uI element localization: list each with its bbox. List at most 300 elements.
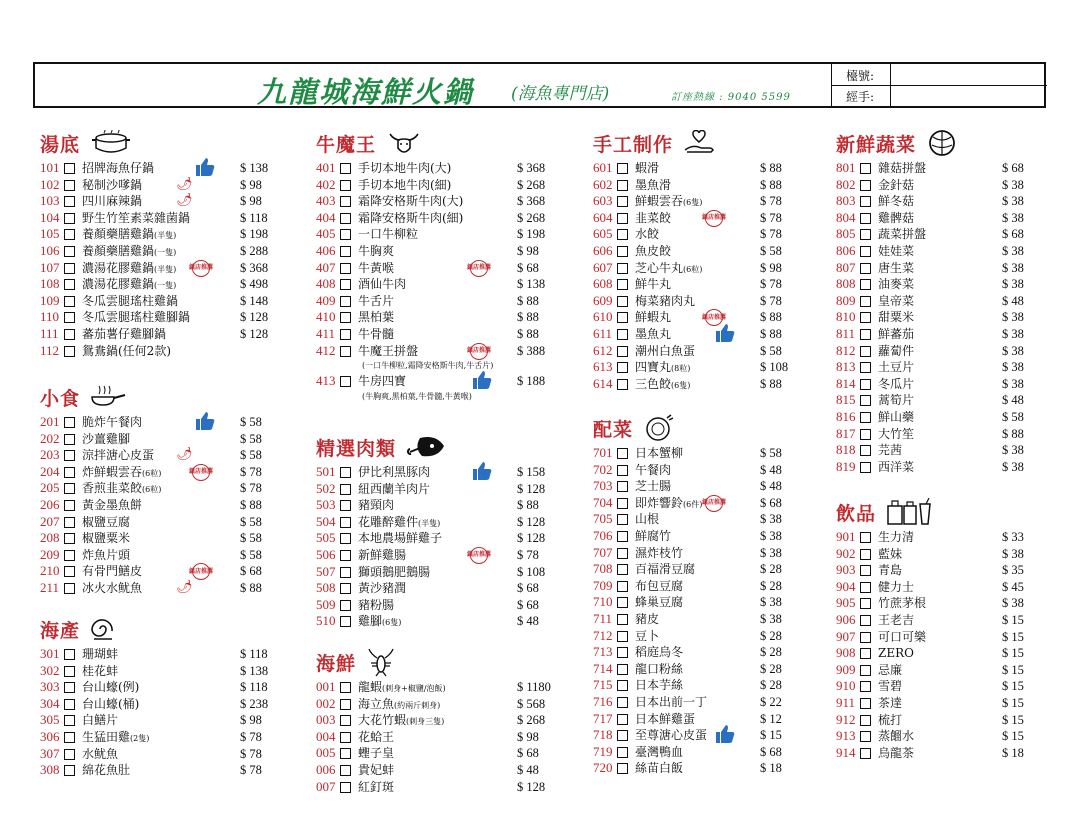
item-name: 蘿蔔件	[878, 343, 915, 358]
order-checkbox[interactable]	[64, 583, 75, 594]
menu-item	[579, 210, 810, 227]
order-checkbox[interactable]	[64, 467, 75, 478]
menu-item	[822, 745, 1052, 762]
order-checkbox[interactable]	[64, 263, 75, 274]
item-name: 牛黃喉	[358, 260, 395, 275]
order-checkbox[interactable]	[860, 263, 871, 274]
item-code: 503	[316, 497, 336, 513]
item-name: 大竹笙	[878, 426, 915, 441]
item-price: $ 88	[240, 580, 262, 595]
order-checkbox[interactable]	[64, 483, 75, 494]
order-checkbox[interactable]	[64, 196, 75, 207]
section-title: 新鮮蔬菜	[836, 133, 917, 156]
order-checkbox[interactable]	[617, 564, 628, 575]
item-name: 炸鮮蝦雲吞(6粒)	[82, 464, 162, 479]
order-checkbox[interactable]	[64, 180, 75, 191]
menu-item	[302, 779, 567, 796]
item-price: $ 128	[517, 531, 546, 546]
order-checkbox[interactable]	[860, 632, 871, 643]
menu-item	[822, 276, 1052, 293]
item-code: 608	[593, 276, 613, 292]
order-checkbox[interactable]	[340, 346, 351, 357]
item-name: 臺灣鴨血	[635, 744, 684, 759]
item-price: $ 38	[1002, 277, 1024, 292]
item-price: $ 15	[1002, 612, 1024, 627]
menu-item	[302, 326, 567, 343]
menu-item	[26, 679, 290, 696]
item-name: 墨魚滑	[635, 177, 672, 192]
section-header	[822, 126, 1052, 160]
order-checkbox[interactable]	[64, 229, 75, 240]
item-code: 305	[40, 712, 60, 728]
menu-item	[26, 696, 290, 713]
menu-item	[579, 160, 810, 177]
item-name: 布包豆腐	[635, 578, 684, 593]
order-checkbox[interactable]	[64, 682, 75, 693]
menu-item	[302, 210, 567, 227]
order-checkbox[interactable]	[340, 213, 351, 224]
item-name: 牛魔王拼盤	[358, 343, 419, 358]
menu-item	[822, 326, 1052, 343]
menu-item	[302, 547, 567, 564]
item-name: 墨魚丸	[635, 326, 672, 341]
item-name: 蜂巢豆腐	[635, 595, 684, 610]
item-name: 紐西蘭羊肉片	[358, 481, 431, 496]
item-price: $ 58	[240, 514, 262, 529]
order-checkbox[interactable]	[64, 732, 75, 743]
order-checkbox[interactable]	[340, 229, 351, 240]
item-price: $ 58	[240, 531, 262, 546]
menu-item	[26, 514, 290, 531]
order-checkbox[interactable]	[860, 346, 871, 357]
item-code: 705	[593, 511, 613, 527]
order-checkbox[interactable]	[340, 279, 351, 290]
item-price: $ 68	[517, 746, 539, 761]
order-checkbox[interactable]	[617, 697, 628, 708]
order-checkbox[interactable]	[860, 229, 871, 240]
order-checkbox[interactable]	[617, 680, 628, 691]
section-title: 手工制作	[593, 133, 674, 156]
section-title: 海產	[40, 619, 81, 642]
item-price: $ 138	[240, 161, 269, 175]
order-checkbox[interactable]	[860, 648, 871, 659]
section-title: 精選肉類	[316, 437, 397, 460]
item-name: 芫茜	[878, 443, 903, 458]
staff-row[interactable]	[832, 85, 1047, 106]
order-checkbox[interactable]	[64, 649, 75, 660]
item-code: 812	[836, 342, 856, 358]
item-code: 902	[836, 545, 856, 561]
order-checkbox[interactable]	[340, 312, 351, 323]
order-checkbox[interactable]	[617, 498, 628, 509]
item-price: $ 28	[760, 661, 782, 676]
item-price: $ 88	[517, 293, 539, 308]
item-portion: (6粒)	[683, 264, 703, 274]
order-checkbox[interactable]	[617, 581, 628, 592]
item-price: $ 128	[240, 310, 269, 325]
item-price: $ 88	[240, 497, 262, 512]
item-name: 午餐肉	[635, 462, 672, 477]
order-checkbox[interactable]	[860, 532, 871, 543]
order-checkbox[interactable]	[64, 246, 75, 257]
order-checkbox[interactable]	[340, 600, 351, 611]
item-price: $ 38	[1002, 310, 1024, 325]
item-name: 牛骨髓	[358, 326, 395, 341]
order-checkbox[interactable]	[860, 362, 871, 373]
order-checkbox[interactable]	[340, 500, 351, 511]
item-name: 雞腳(6隻)	[358, 614, 402, 629]
item-price: $ 58	[1002, 409, 1024, 424]
order-checkbox[interactable]	[617, 465, 628, 476]
order-checkbox[interactable]	[860, 246, 871, 257]
item-name: 蒸餾水	[878, 729, 915, 744]
menu-item	[822, 426, 1052, 443]
order-checkbox[interactable]	[340, 682, 351, 693]
item-price: $ 58	[240, 431, 262, 446]
order-checkbox[interactable]	[860, 163, 871, 174]
order-checkbox[interactable]	[340, 163, 351, 174]
menu-item	[302, 276, 567, 293]
chili-icon: 🌶	[176, 193, 193, 209]
restaurant-title: 九龍城海鮮火鍋	[257, 75, 475, 109]
order-checkbox[interactable]	[617, 263, 628, 274]
item-name: 生力清	[878, 530, 915, 544]
item-name: 雞髀菇	[878, 210, 915, 225]
menu-item	[302, 712, 567, 729]
order-checkbox[interactable]	[617, 531, 628, 542]
menu-item	[822, 177, 1052, 194]
item-code: 914	[836, 744, 856, 760]
menu-item	[579, 594, 810, 611]
order-checkbox[interactable]	[64, 450, 75, 461]
menu-item	[302, 762, 567, 779]
item-code: 807	[836, 259, 856, 275]
order-checkbox[interactable]	[64, 279, 75, 290]
item-name: 三色餃(6隻)	[635, 376, 691, 391]
order-checkbox[interactable]	[617, 548, 628, 559]
item-price: $ 28	[760, 578, 782, 593]
item-code: 802	[836, 176, 856, 192]
item-name: 日本出前一丁	[635, 694, 708, 709]
order-checkbox[interactable]	[617, 213, 628, 224]
menu-item	[302, 243, 567, 260]
item-code: 719	[593, 743, 613, 759]
section-header	[579, 411, 810, 445]
item-name: 台山蠔(例)	[82, 680, 140, 695]
menu-item	[302, 745, 567, 762]
order-checkbox[interactable]	[617, 296, 628, 307]
item-price: $ 48	[760, 479, 782, 494]
item-code: 701	[593, 445, 613, 460]
order-checkbox[interactable]	[64, 434, 75, 445]
item-price: $ 58	[760, 243, 782, 258]
item-name: 冬瓜雲腿瑤柱雞腳鍋	[82, 310, 191, 325]
item-code: 210	[40, 563, 60, 579]
order-checkbox[interactable]	[64, 550, 75, 561]
item-code: 304	[40, 695, 60, 711]
order-checkbox[interactable]	[340, 180, 351, 191]
item-code: 611	[593, 325, 613, 341]
order-checkbox[interactable]	[617, 312, 628, 323]
order-checkbox[interactable]	[617, 730, 628, 741]
order-checkbox[interactable]	[617, 180, 628, 191]
item-price: $ 38	[760, 611, 782, 626]
order-checkbox[interactable]	[340, 533, 351, 544]
order-checkbox[interactable]	[64, 296, 75, 307]
item-name: 韭菜餃	[635, 210, 672, 225]
item-portion: (8粒)	[671, 364, 691, 374]
menu-item	[822, 226, 1052, 243]
item-name: 日本芋絲	[635, 678, 684, 693]
item-code: 801	[836, 160, 856, 175]
item-code: 901	[836, 529, 856, 544]
menu-item	[822, 612, 1052, 629]
item-price: $ 38	[1002, 194, 1024, 209]
order-checkbox[interactable]	[340, 296, 351, 307]
item-code: 716	[593, 693, 613, 709]
item-code: 610	[593, 309, 613, 325]
order-checkbox[interactable]	[64, 749, 75, 760]
order-checkbox[interactable]	[64, 517, 75, 528]
order-checkbox[interactable]	[617, 614, 628, 625]
item-price: $ 38	[760, 528, 782, 543]
item-price: $ 268	[517, 210, 546, 225]
order-checkbox[interactable]	[64, 699, 75, 710]
order-checkbox[interactable]	[340, 583, 351, 594]
item-name: 鮮蝦雲吞(6隻)	[635, 194, 703, 209]
item-price: $ 38	[1002, 459, 1024, 474]
order-checkbox[interactable]	[617, 196, 628, 207]
order-checkbox[interactable]	[64, 715, 75, 726]
item-price: $ 58	[240, 448, 262, 463]
order-checkbox[interactable]	[617, 379, 628, 390]
item-code: 204	[40, 463, 60, 479]
item-name: 稻庭烏冬	[635, 645, 684, 660]
item-name: 牛胸爽	[358, 243, 395, 258]
order-checkbox[interactable]	[64, 163, 75, 174]
menu-item	[579, 495, 810, 512]
order-checkbox[interactable]	[617, 514, 628, 525]
menu-item	[822, 728, 1052, 745]
menu-item	[822, 359, 1052, 376]
item-name: 魚皮餃	[635, 243, 672, 258]
menu-item	[302, 293, 567, 310]
section-title: 小食	[40, 387, 81, 410]
order-checkbox[interactable]	[617, 362, 628, 373]
order-checkbox[interactable]	[617, 163, 628, 174]
order-checkbox[interactable]	[860, 412, 871, 423]
order-checkbox[interactable]	[340, 567, 351, 578]
item-code: 206	[40, 496, 60, 512]
item-name: 水鱿魚	[82, 746, 119, 761]
order-checkbox[interactable]	[340, 329, 351, 340]
section-header	[579, 126, 810, 160]
menu-item	[26, 243, 290, 260]
menu-item	[579, 309, 810, 326]
item-code: 704	[593, 494, 613, 510]
item-code: 404	[316, 209, 336, 225]
order-checkbox[interactable]	[617, 597, 628, 608]
order-checkbox[interactable]	[64, 500, 75, 511]
item-name: 蔬菜拼盤	[878, 227, 927, 242]
menu-item	[26, 646, 290, 663]
order-checkbox[interactable]	[860, 598, 871, 609]
menu-item	[302, 696, 567, 713]
menu-item	[822, 645, 1052, 662]
section-header	[26, 126, 290, 160]
item-name: 梅菜豬肉丸	[635, 293, 696, 308]
item-price: $ 188	[517, 374, 546, 389]
drinks-icon	[886, 498, 934, 526]
order-checkbox[interactable]	[340, 376, 351, 387]
order-checkbox[interactable]	[64, 312, 75, 323]
menu-item	[579, 760, 810, 777]
order-checkbox[interactable]	[340, 765, 351, 776]
order-checkbox[interactable]	[64, 765, 75, 776]
menu-item	[302, 497, 567, 514]
order-checkbox[interactable]	[617, 664, 628, 675]
item-portion: (6隻)	[382, 618, 402, 628]
order-checkbox[interactable]	[860, 395, 871, 406]
order-checkbox[interactable]	[617, 346, 628, 357]
order-checkbox[interactable]	[860, 582, 871, 593]
item-code: 904	[836, 578, 856, 594]
order-checkbox[interactable]	[860, 429, 871, 440]
signature-badge-icon: 鎮店推薦	[192, 464, 210, 481]
item-price: $ 48	[517, 614, 539, 629]
order-checkbox[interactable]	[64, 417, 75, 428]
order-checkbox[interactable]	[64, 213, 75, 224]
order-checkbox[interactable]	[340, 782, 351, 793]
order-checkbox[interactable]	[617, 229, 628, 240]
item-price: $ 38	[1002, 260, 1024, 275]
order-checkbox[interactable]	[860, 196, 871, 207]
item-code: 504	[316, 513, 336, 529]
order-checkbox[interactable]	[340, 550, 351, 561]
order-checkbox[interactable]	[860, 549, 871, 560]
snail-icon	[90, 615, 116, 643]
order-checkbox[interactable]	[340, 616, 351, 627]
item-price: $ 48	[1002, 393, 1024, 408]
item-name: 土豆片	[878, 360, 915, 375]
order-checkbox[interactable]	[860, 698, 871, 709]
item-name: 潮州白魚蛋	[635, 343, 696, 358]
chili-icon: 🌶	[176, 579, 193, 595]
section-header	[26, 612, 290, 646]
order-checkbox[interactable]	[617, 763, 628, 774]
order-checkbox[interactable]	[860, 715, 871, 726]
item-code: 408	[316, 276, 336, 292]
order-checkbox[interactable]	[860, 445, 871, 456]
order-checkbox[interactable]	[860, 279, 871, 290]
menu-section	[26, 380, 290, 597]
order-checkbox[interactable]	[340, 748, 351, 759]
menu-item	[579, 226, 810, 243]
item-name: 日本鮮雞蛋	[635, 711, 696, 726]
table-number-row[interactable]	[832, 64, 1047, 86]
order-checkbox[interactable]	[617, 647, 628, 658]
order-checkbox[interactable]	[860, 329, 871, 340]
order-checkbox[interactable]	[64, 566, 75, 577]
order-checkbox[interactable]	[860, 462, 871, 473]
item-price: $ 35	[1002, 563, 1024, 578]
order-checkbox[interactable]	[617, 747, 628, 758]
order-checkbox[interactable]	[860, 312, 871, 323]
order-checkbox[interactable]	[340, 732, 351, 743]
order-checkbox[interactable]	[340, 196, 351, 207]
order-checkbox[interactable]	[617, 329, 628, 340]
order-checkbox[interactable]	[617, 631, 628, 642]
order-checkbox[interactable]	[617, 246, 628, 257]
item-code: 903	[836, 562, 856, 578]
item-name: 招牌海魚仔鍋	[82, 161, 155, 175]
item-price: $ 78	[517, 547, 539, 562]
item-code: 714	[593, 660, 613, 676]
item-price: $ 368	[517, 161, 546, 175]
item-name: 鮮山藥	[878, 409, 915, 424]
menu-item	[822, 260, 1052, 277]
item-code: 002	[316, 695, 336, 711]
menu-item	[822, 662, 1052, 679]
item-code: 201	[40, 414, 60, 429]
order-checkbox[interactable]	[64, 329, 75, 340]
item-name: 酒仙牛肉	[358, 277, 407, 292]
item-name: 王老吉	[878, 612, 915, 627]
order-checkbox[interactable]	[617, 481, 628, 492]
order-checkbox[interactable]	[340, 715, 351, 726]
order-checkbox[interactable]	[617, 448, 628, 459]
order-checkbox[interactable]	[860, 731, 871, 742]
order-checkbox[interactable]	[860, 213, 871, 224]
item-name: 豬皮	[635, 611, 660, 626]
order-checkbox[interactable]	[860, 665, 871, 676]
menu-item	[579, 462, 810, 479]
item-price: $ 28	[760, 645, 782, 660]
order-checkbox[interactable]	[340, 263, 351, 274]
order-checkbox[interactable]	[64, 533, 75, 544]
order-checkbox[interactable]	[860, 180, 871, 191]
order-checkbox[interactable]	[860, 565, 871, 576]
item-name: 絲苗白飯	[635, 761, 684, 776]
item-code: 715	[593, 677, 613, 693]
menu-item	[26, 547, 290, 564]
order-checkbox[interactable]	[340, 467, 351, 478]
item-code: 111	[40, 325, 59, 341]
order-checkbox[interactable]	[860, 379, 871, 390]
order-checkbox[interactable]	[860, 296, 871, 307]
item-code: 604	[593, 209, 613, 225]
item-price: $ 68	[517, 597, 539, 612]
order-checkbox[interactable]	[340, 246, 351, 257]
order-checkbox[interactable]	[860, 681, 871, 692]
item-price: $ 15	[760, 728, 782, 743]
order-checkbox[interactable]	[860, 748, 871, 759]
order-checkbox[interactable]	[64, 666, 75, 677]
order-checkbox[interactable]	[617, 279, 628, 290]
order-checkbox[interactable]	[64, 346, 75, 357]
order-checkbox[interactable]	[860, 615, 871, 626]
item-code: 815	[836, 392, 856, 408]
item-name: ZERO	[878, 646, 914, 661]
order-checkbox[interactable]	[340, 484, 351, 495]
item-code: 103	[40, 193, 60, 209]
order-checkbox[interactable]	[617, 714, 628, 725]
section-title: 海鮮	[316, 652, 357, 675]
menu-item	[822, 243, 1052, 260]
menu-item	[579, 727, 810, 744]
order-checkbox[interactable]	[340, 699, 351, 710]
order-checkbox[interactable]	[340, 517, 351, 528]
